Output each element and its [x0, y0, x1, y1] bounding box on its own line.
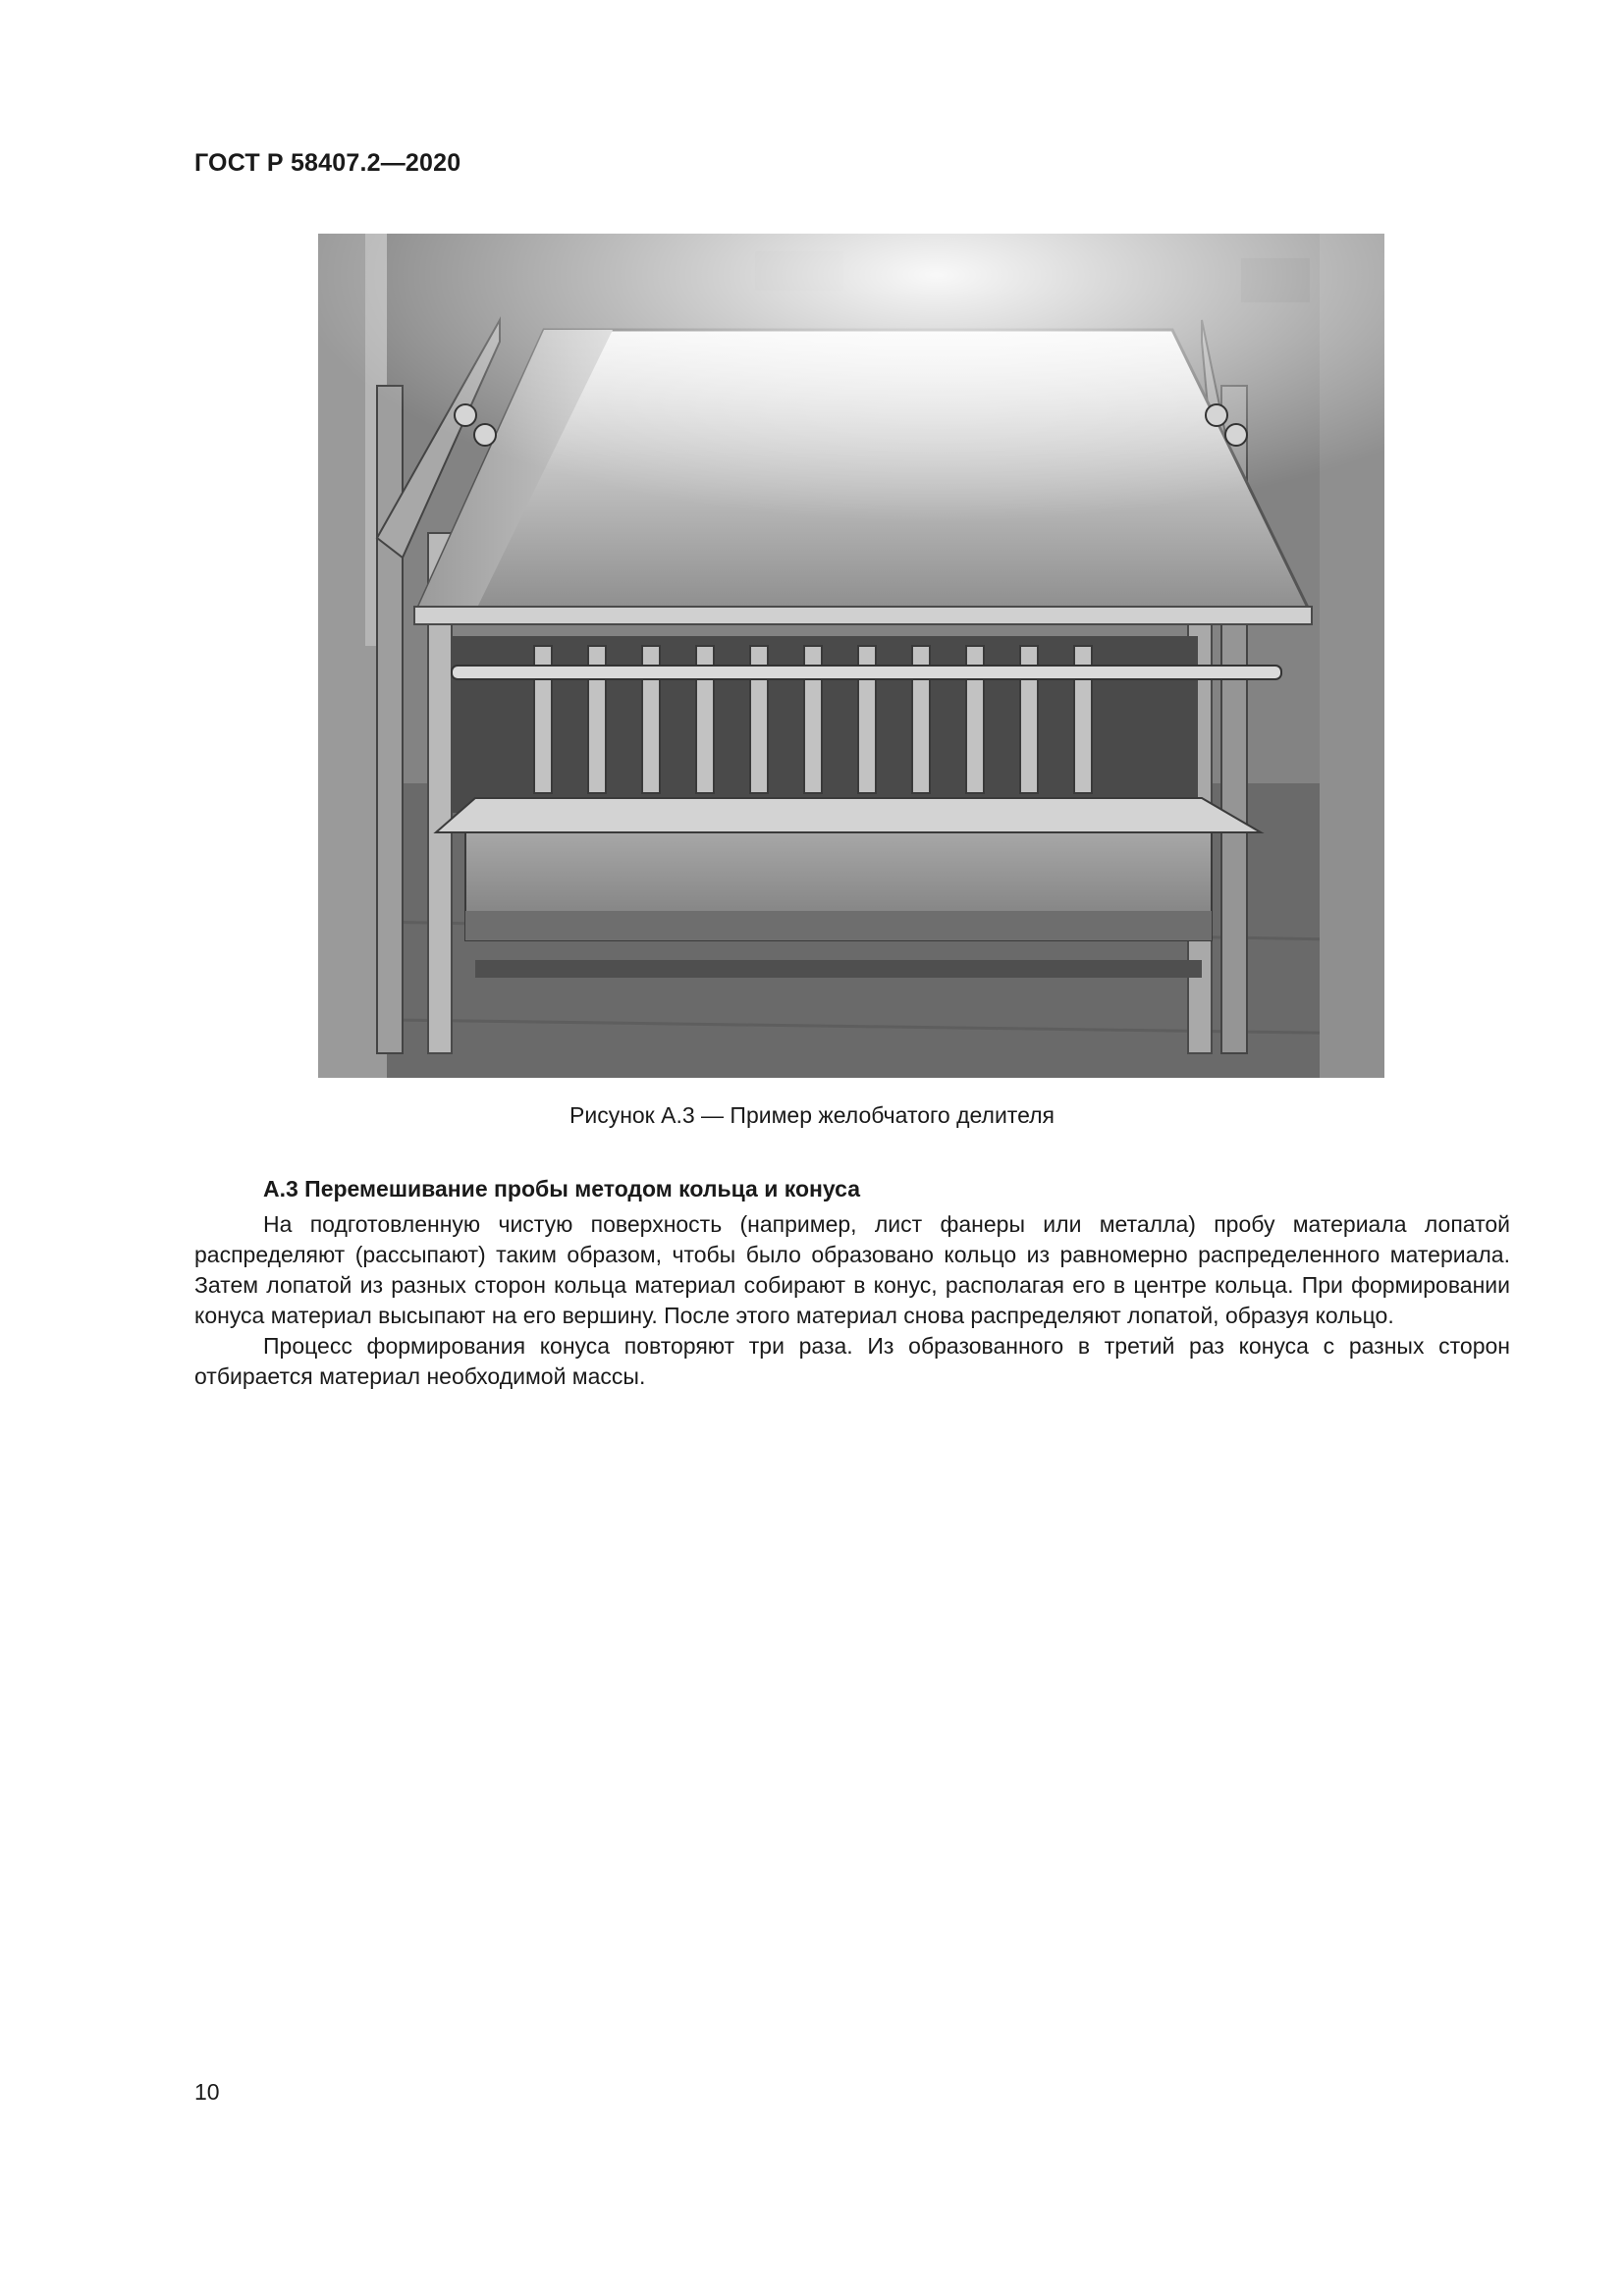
document-header: ГОСТ Р 58407.2—2020 — [194, 149, 461, 177]
paragraph: На подготовленную чистую поверхность (например, лист фанеры или металла) пробу материала лопатой распределяют (рассыпают) таким образом, чтобы было образовано кольцо из равномерно распределенного материала. Затем лопатой из разных сторон кольца материал собирают в конус, располагая его в центре кольца. При формировании конуса материал высыпают на его вершину. После этого материал снова распределяют лопатой, образуя кольцо. — [194, 1211, 1510, 1328]
paragraph: Процесс формирования конуса повторяют три раза. Из образованного в третий раз конуса с разных сторон отбирается материал необходимой массы. — [194, 1333, 1510, 1389]
riffle-divider-photo — [318, 234, 1384, 1078]
figure-caption: Рисунок А.3 — Пример желобчатого делителя — [569, 1102, 1055, 1128]
page-number: 10 — [194, 2079, 220, 2105]
section-body — [194, 1209, 1510, 1392]
section-title: А.3 Перемешивание пробы методом кольца и конуса — [263, 1176, 860, 1201]
